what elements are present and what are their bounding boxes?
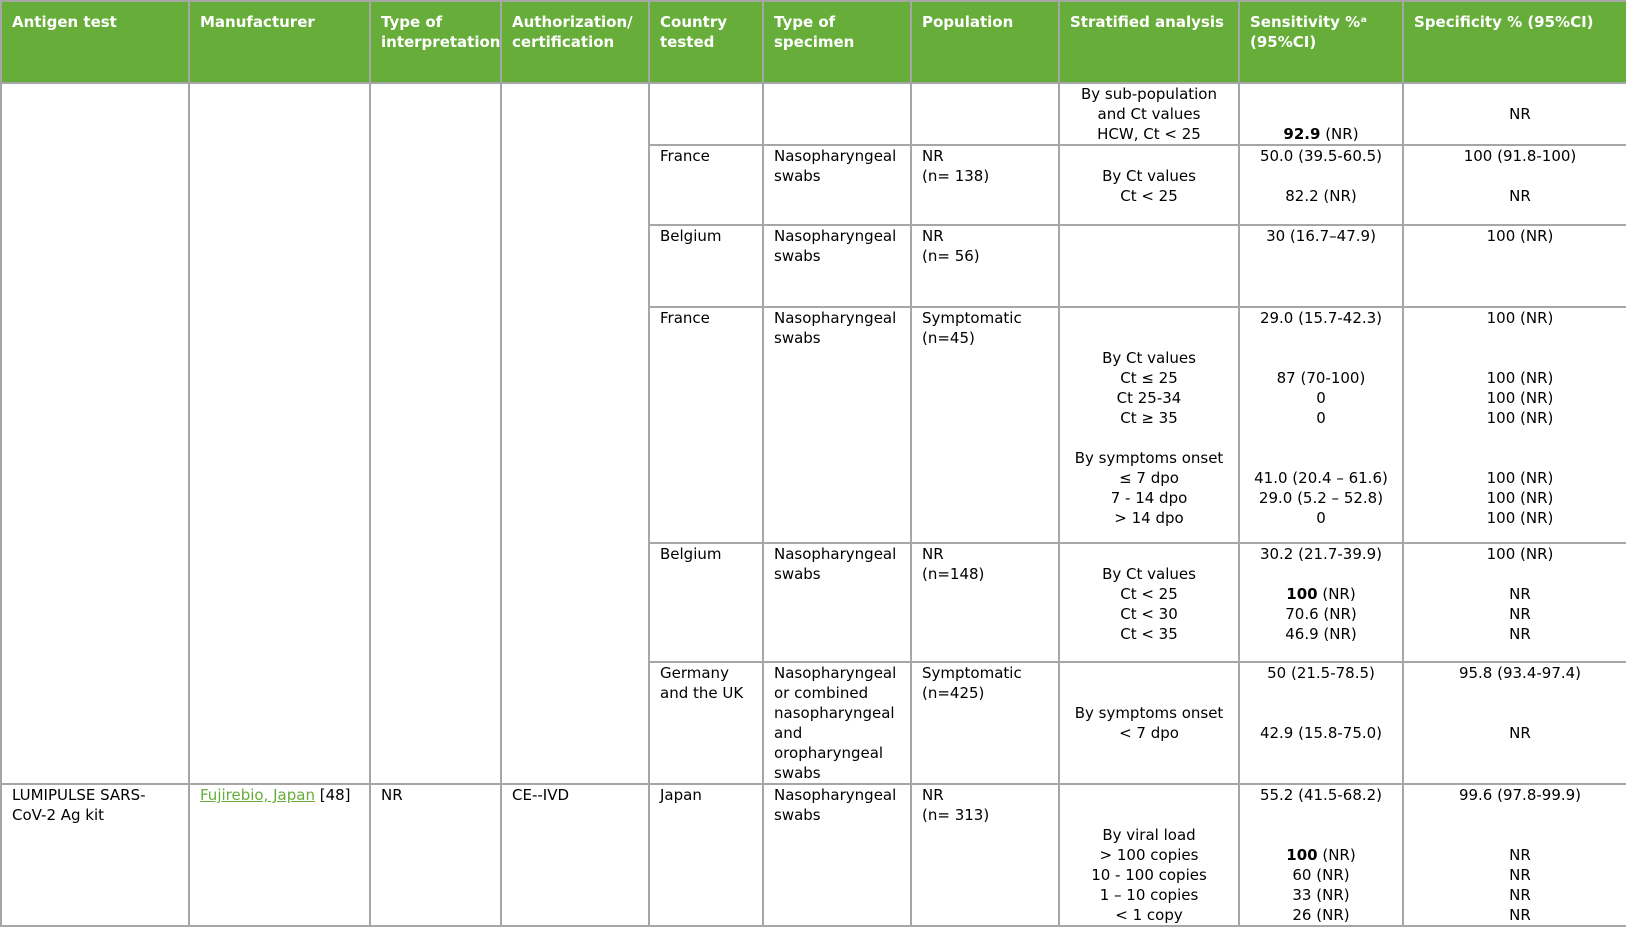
cell-line: 95.8 (93.4-97.4) (1458, 664, 1582, 682)
cell-line: Ct ≥ 35 (1120, 409, 1178, 427)
cell-line: 100 (NR) (1486, 409, 1554, 427)
cell-line: Nasopharyngeal (774, 309, 897, 327)
cell-line (1250, 723, 1392, 743)
country-cell (649, 225, 763, 307)
sensitivity-cell (1239, 83, 1403, 145)
cell-line: < 7 dpo (1119, 724, 1179, 742)
cell-line: Ct < 25 (1120, 187, 1178, 205)
cell-line (1070, 328, 1228, 348)
cell-line: LUMIPULSE SARS- (12, 786, 146, 804)
stratified-cell (1059, 307, 1239, 543)
cell-line: CoV-2 Ag kit (12, 806, 105, 824)
cell-line (1250, 564, 1392, 584)
cell-line: nasopharyngeal (774, 704, 895, 722)
manufacturer-link[interactable]: Fujirebio, Japan (200, 786, 315, 804)
cell-line: NR (1509, 605, 1531, 623)
value-text: 0 (1316, 409, 1326, 427)
header-sensitivity: Sensitivity %ᵃ (95%CI) (1239, 1, 1403, 83)
cell-line: Belgium (660, 545, 722, 563)
cell-line (1070, 785, 1228, 805)
value-text: (NR) (1320, 125, 1359, 143)
specimen-cell (763, 662, 911, 784)
antigen-test-cell (1, 83, 189, 784)
cell-line: Ct ≤ 25 (1120, 369, 1178, 387)
cell-line (1414, 348, 1626, 368)
cell-line: 100 (NR) (1486, 545, 1554, 563)
cell-line: 100 (NR) (1486, 369, 1554, 387)
cell-line (1250, 124, 1392, 144)
specimen-cell (763, 543, 911, 662)
value-text: 70.6 (NR) (1285, 605, 1357, 623)
cell-line: By viral load (1102, 826, 1196, 844)
cell-line: > 100 copies (1099, 846, 1199, 864)
specificity-cell (1403, 83, 1626, 145)
cell-line (1070, 683, 1228, 703)
cell-line: ≤ 7 dpo (1119, 469, 1179, 487)
value-text: 55.2 (41.5-68.2) (1259, 786, 1383, 804)
cell-line: HCW, Ct < 25 (1097, 125, 1201, 143)
antigen-test-cell (1, 784, 189, 926)
bold-value: 100 (1286, 846, 1318, 864)
country-cell (649, 145, 763, 225)
cell-line: By sub-population (1080, 85, 1217, 103)
cell-line: NR (1509, 846, 1531, 864)
cell-line: swabs (774, 247, 821, 265)
cell-line: (n=425) (922, 684, 985, 702)
cell-line: and the UK (660, 684, 744, 702)
value-text: (NR) (1317, 585, 1356, 603)
specificity-cell (1403, 145, 1626, 225)
cell-line (1250, 584, 1392, 604)
cell-line: Symptomatic (922, 309, 1022, 327)
cell-line (1250, 544, 1392, 564)
header-type-of-specimen: Type of specimen (763, 1, 911, 83)
cell-line (1070, 428, 1228, 448)
cell-line: < 1 copy (1115, 906, 1183, 924)
cell-line (1070, 544, 1228, 564)
header-antigen-test: Antigen test (1, 1, 189, 83)
cell-line: (n= 56) (922, 247, 980, 265)
manufacturer-cell (189, 784, 370, 926)
cell-line (1250, 845, 1392, 865)
header-authorization: Authorization/ certification (501, 1, 649, 83)
value-text: 87 (70-100) (1276, 369, 1366, 387)
cell-line (1070, 308, 1228, 328)
cell-line (1250, 448, 1392, 468)
sensitivity-cell (1239, 543, 1403, 662)
cell-line: swabs (774, 806, 821, 824)
stratified-cell (1059, 225, 1239, 307)
cell-line (1250, 84, 1392, 104)
cell-line (1250, 226, 1392, 246)
cell-line: Belgium (660, 227, 722, 245)
cell-line: By symptoms onset (1074, 449, 1224, 467)
specificity-cell (1403, 225, 1626, 307)
cell-line: Symptomatic (922, 664, 1022, 682)
manufacturer-cell (189, 83, 370, 784)
cell-line (1250, 825, 1392, 845)
cell-line: By Ct values (1102, 565, 1196, 583)
sensitivity-cell (1239, 307, 1403, 543)
cell-line (1250, 146, 1392, 166)
cell-line: Ct 25-34 (1116, 389, 1182, 407)
cell-line: Ct < 35 (1120, 625, 1178, 643)
cell-line (1250, 604, 1392, 624)
authorization-cell (501, 83, 649, 784)
cell-line: NR (922, 545, 944, 563)
cell-line: swabs (774, 764, 821, 782)
cell-line (1250, 703, 1392, 723)
cell-line (1414, 166, 1626, 186)
cell-line: NR (1509, 585, 1531, 603)
cell-line (1250, 368, 1392, 388)
population-cell (911, 145, 1059, 225)
cell-line: NR (922, 786, 944, 804)
sensitivity-cell (1239, 784, 1403, 926)
value-text: 33 (NR) (1292, 886, 1350, 904)
cell-line (1250, 508, 1392, 528)
cell-line (1250, 488, 1392, 508)
cell-line: NR (1509, 724, 1531, 742)
cell-line (1414, 448, 1626, 468)
cell-line (1414, 428, 1626, 448)
cell-line (1414, 805, 1626, 825)
value-text: 42.9 (15.8-75.0) (1259, 724, 1383, 742)
authorization-cell: CE--IVD (501, 784, 649, 926)
cell-line: swabs (774, 329, 821, 347)
cell-line: 100 (NR) (1486, 509, 1554, 527)
value-text: 0 (1316, 509, 1326, 527)
bold-value: 92.9 (1283, 125, 1321, 143)
population-cell (911, 307, 1059, 543)
cell-line (1250, 388, 1392, 408)
country-cell (649, 784, 763, 926)
cell-line: (n= 138) (922, 167, 990, 185)
cell-line: France (660, 147, 710, 165)
cell-line: Germany (660, 664, 729, 682)
specimen-cell (763, 145, 911, 225)
cell-line: Nasopharyngeal (774, 664, 897, 682)
stratified-cell (1059, 662, 1239, 784)
cell-line (1250, 308, 1392, 328)
cell-line: 100 (91.8-100) (1463, 147, 1577, 165)
table-row-lumipulse (1, 784, 1626, 926)
value-text: 26 (NR) (1292, 906, 1350, 924)
cell-line (1250, 865, 1392, 885)
cell-line (1250, 785, 1392, 805)
cell-line (1070, 146, 1228, 166)
sensitivity-cell (1239, 145, 1403, 225)
cell-line (1250, 663, 1392, 683)
country-cell (649, 83, 763, 145)
cell-line: swabs (774, 167, 821, 185)
cell-line (1250, 166, 1392, 186)
stratified-cell (1059, 784, 1239, 926)
value-text: 41.0 (20.4 – 61.6) (1254, 469, 1388, 487)
cell-line: NR (922, 227, 944, 245)
cell-line (1250, 905, 1392, 925)
header-population: Population (911, 1, 1059, 83)
cell-line (1070, 805, 1228, 825)
cell-line (1250, 348, 1392, 368)
cell-line (1414, 564, 1626, 584)
cell-line: 10 - 100 copies (1091, 866, 1207, 884)
sensitivity-cell (1239, 225, 1403, 307)
cell-line: NR (1509, 886, 1531, 904)
population-cell (911, 543, 1059, 662)
cell-line: (n=45) (922, 329, 975, 347)
cell-line: (n= 313) (922, 806, 990, 824)
value-text: 60 (NR) (1292, 866, 1350, 884)
header-stratified-analysis: Stratified analysis (1059, 1, 1239, 83)
cell-line: NR (1509, 625, 1531, 643)
population-cell (911, 225, 1059, 307)
specificity-cell (1403, 307, 1626, 543)
cell-line: Nasopharyngeal (774, 786, 897, 804)
cell-line: or combined (774, 684, 869, 702)
country-cell (649, 307, 763, 543)
population-cell (911, 662, 1059, 784)
value-text: 30 (16.7–47.9) (1266, 227, 1376, 245)
cell-line: NR (922, 147, 944, 165)
cell-line: oropharyngeal (774, 744, 884, 762)
cell-line (1250, 408, 1392, 428)
cell-line (1414, 825, 1626, 845)
country-cell (649, 543, 763, 662)
cell-line: 1 – 10 copies (1099, 886, 1199, 904)
value-text: 46.9 (NR) (1285, 625, 1357, 643)
cell-line: 7 - 14 dpo (1110, 489, 1188, 507)
value-text: 29.0 (15.7-42.3) (1259, 309, 1383, 327)
header-specificity: Specificity % (95%CI) (1403, 1, 1626, 83)
country-cell (649, 662, 763, 784)
population-cell (911, 784, 1059, 926)
value-text: (NR) (1317, 846, 1356, 864)
stratified-cell (1059, 543, 1239, 662)
cell-line (1250, 468, 1392, 488)
cell-line (1414, 84, 1626, 104)
header-type-of-interpretation: Type of interpretation (370, 1, 501, 83)
table-row (1, 83, 1626, 145)
cell-line: and (774, 724, 803, 742)
interpretation-cell: NR (370, 784, 501, 926)
population-cell (911, 83, 1059, 145)
value-text: 0 (1316, 389, 1326, 407)
stratified-cell (1059, 83, 1239, 145)
cell-line: NR (1509, 105, 1531, 123)
sensitivity-cell (1239, 662, 1403, 784)
cell-line: 100 (NR) (1486, 469, 1554, 487)
header-manufacturer: Manufacturer (189, 1, 370, 83)
cell-line: By symptoms onset (1074, 704, 1224, 722)
cell-line: By Ct values (1102, 167, 1196, 185)
interpretation-cell (370, 83, 501, 784)
cell-line: 100 (NR) (1486, 489, 1554, 507)
cell-line (1070, 663, 1228, 683)
specimen-cell (763, 83, 911, 145)
specificity-cell (1403, 662, 1626, 784)
specificity-cell (1403, 543, 1626, 662)
cell-line (1250, 428, 1392, 448)
cell-line: France (660, 309, 710, 327)
cell-line: Nasopharyngeal (774, 227, 897, 245)
cell-line: NR (1509, 187, 1531, 205)
cell-line: Nasopharyngeal (774, 147, 897, 165)
cell-line: 100 (NR) (1486, 227, 1554, 245)
cell-line (1250, 328, 1392, 348)
cell-line (1250, 186, 1392, 206)
header-country-tested: Country tested (649, 1, 763, 83)
cell-line (1250, 805, 1392, 825)
cell-line: 100 (NR) (1486, 389, 1554, 407)
cell-line: 100 (NR) (1486, 309, 1554, 327)
cell-line (1414, 703, 1626, 723)
specimen-cell (763, 225, 911, 307)
value-text: 50 (21.5-78.5) (1267, 664, 1375, 682)
stratified-cell (1059, 145, 1239, 225)
cell-line (1250, 885, 1392, 905)
cell-line: Ct < 25 (1120, 585, 1178, 603)
cell-line (1250, 624, 1392, 644)
cell-line: Ct < 30 (1120, 605, 1178, 623)
header-row (1, 1, 1626, 83)
cell-line (1414, 328, 1626, 348)
cell-line: > 14 dpo (1114, 509, 1184, 527)
cell-line: Nasopharyngeal (774, 545, 897, 563)
specimen-cell (763, 307, 911, 543)
cell-line: 99.6 (97.8-99.9) (1458, 786, 1582, 804)
cell-line: NR (1509, 866, 1531, 884)
value-text: 50.0 (39.5-60.5) (1259, 147, 1383, 165)
cell-line: By Ct values (1102, 349, 1196, 367)
cell-line (1414, 683, 1626, 703)
cell-line: swabs (774, 565, 821, 583)
specimen-cell (763, 784, 911, 926)
value-text: 29.0 (5.2 – 52.8) (1258, 489, 1384, 507)
cell-line: NR (1509, 906, 1531, 924)
value-text: 30.2 (21.7-39.9) (1259, 545, 1383, 563)
cell-line: Japan (660, 786, 702, 804)
cell-line: (n=148) (922, 565, 985, 583)
specificity-cell (1403, 784, 1626, 926)
bold-value: 100 (1286, 585, 1318, 603)
cell-line (1250, 683, 1392, 703)
cell-line (1250, 104, 1392, 124)
reference-number: [48] (314, 786, 351, 804)
value-text: 82.2 (NR) (1285, 187, 1357, 205)
cell-line: and Ct values (1097, 105, 1201, 123)
